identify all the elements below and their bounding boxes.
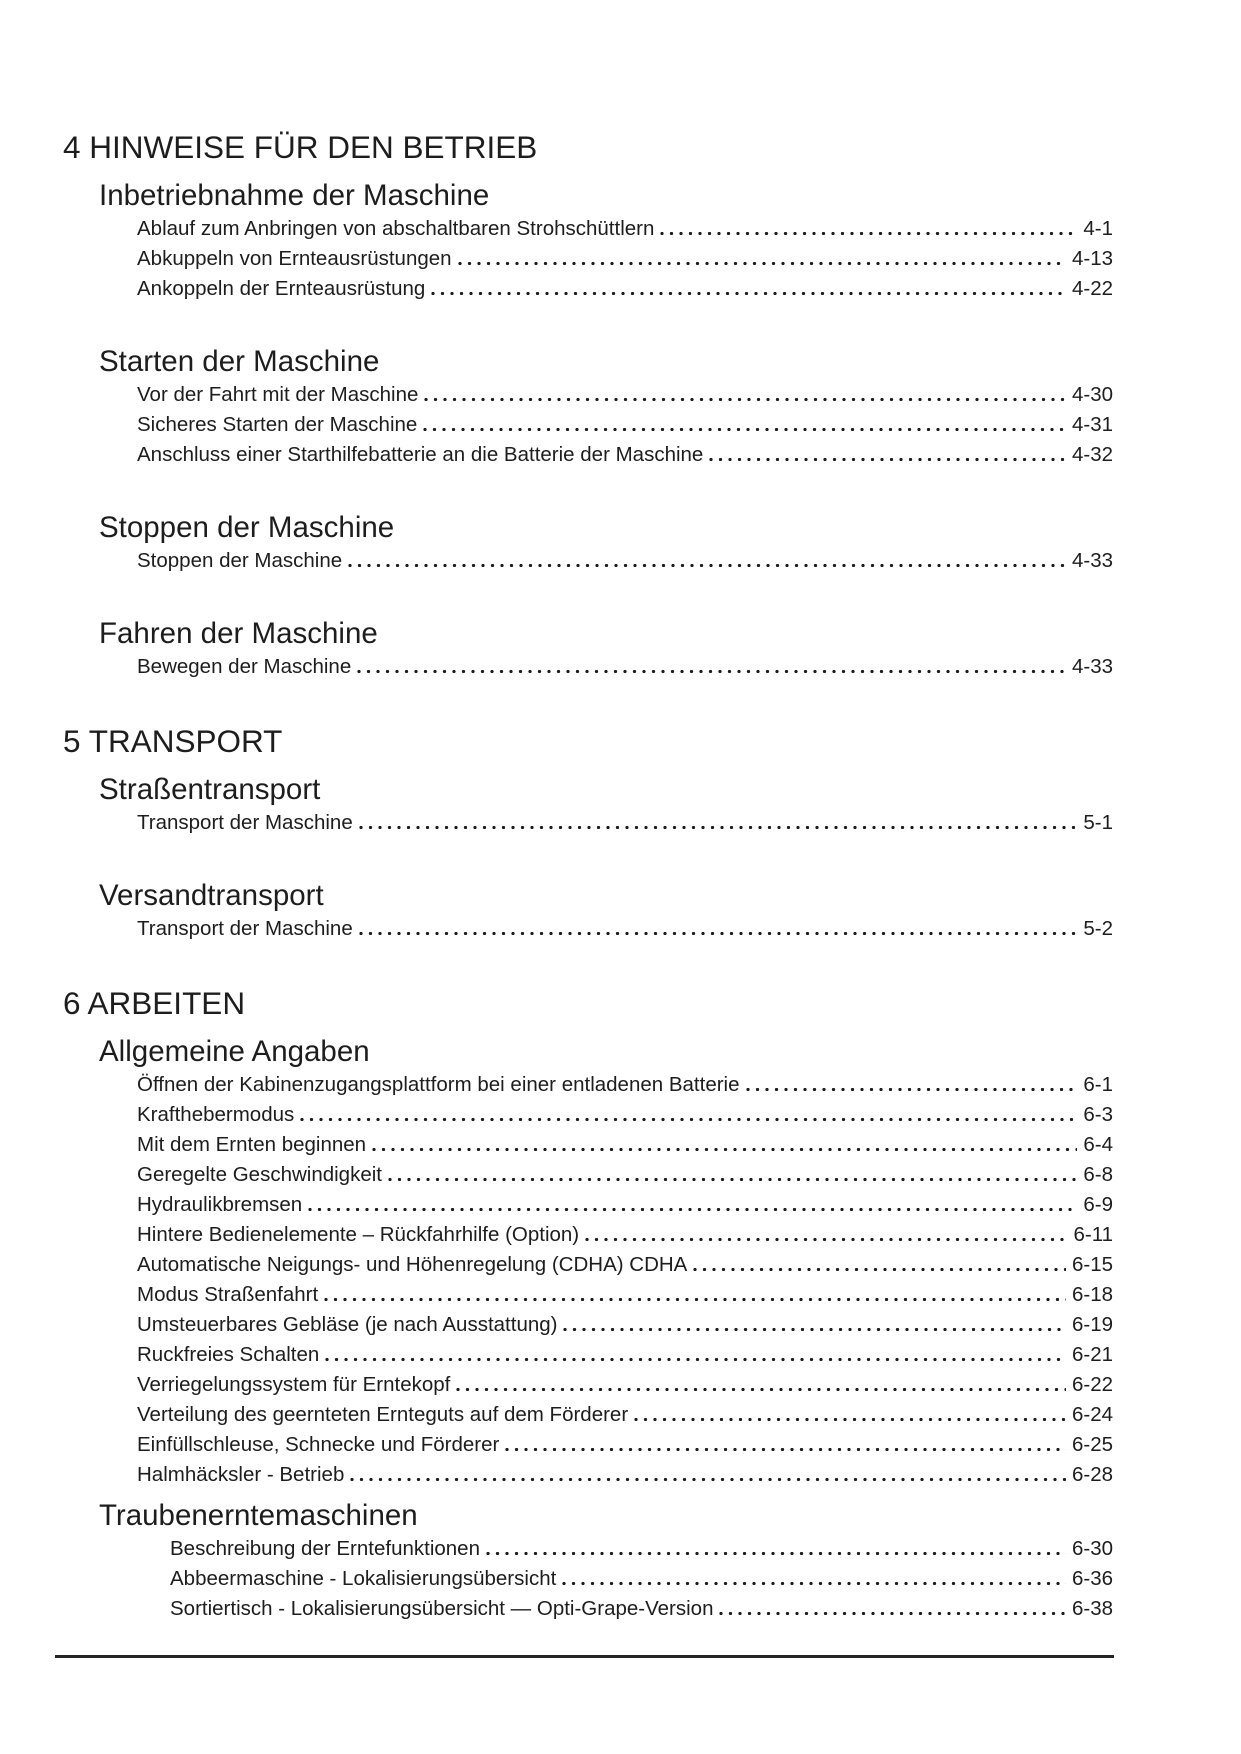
toc-entry-row [137,652,1113,682]
toc-entry-title: Einfüllschleuse, Schnecke und Förderer [137,1433,500,1456]
dot-leader [458,262,1066,265]
toc-entry-row [137,1100,1113,1130]
section-block [0,878,1241,944]
toc-entry-page: 6-15 [1071,1253,1113,1276]
dot-leader [348,564,1066,567]
toc-entry-page: 6-8 [1083,1163,1113,1186]
toc-entry-page: 6-38 [1071,1597,1113,1620]
toc-entry-title: Stoppen der Maschine [137,549,343,572]
dot-leader [308,1208,1077,1211]
toc-entry-title: Öffnen der Kabinenzugangsplattform bei einer entladenen Batterie [137,1073,740,1096]
dot-leader [423,428,1066,431]
toc-entry-page: 6-19 [1071,1313,1113,1336]
chapter-heading: 5 TRANSPORT [63,723,283,759]
toc-entry-title: Beschreibung der Erntefunktionen [170,1537,480,1560]
toc-entry-page: 6-18 [1071,1283,1113,1306]
chapter-block [0,722,1241,944]
dot-leader [563,1328,1065,1331]
toc-entry-row [137,1370,1113,1400]
chapter-block [0,984,1241,1624]
entry-list [137,1070,1113,1490]
toc-entry-page: 4-13 [1071,247,1113,270]
toc-entry-title: Vor der Fahrt mit der Maschine [137,383,419,406]
toc-entry-title: Umsteuerbares Gebläse (je nach Ausstattung) [137,1313,558,1336]
entry-list [137,214,1113,304]
dot-leader [388,1178,1077,1181]
toc-entry-page: 6-22 [1071,1373,1113,1396]
toc-entry-title: Halmhäcksler - Betrieb [137,1463,345,1486]
toc-entry-row [137,214,1113,244]
toc-entry-row [137,1070,1113,1100]
toc-entry-title: Abkuppeln von Ernteausrüstungen [137,247,452,270]
section-block [0,772,1241,838]
toc-entry-page: 6-28 [1071,1463,1113,1486]
toc-entry-title: Bewegen der Maschine [137,655,352,678]
section-heading: Fahren der Maschine [99,617,378,650]
dot-leader [431,292,1066,295]
toc-entry-page: 4-22 [1071,277,1113,300]
entry-list [137,546,1113,576]
dot-leader [456,1388,1066,1391]
toc-entry-page: 4-31 [1071,413,1113,436]
toc-entry-row [137,1250,1113,1280]
section-heading: Allgemeine Angaben [99,1035,370,1068]
toc-entry-page: 6-24 [1071,1403,1113,1426]
toc-entry-row [170,1594,1113,1624]
toc-entry-title: Verriegelungssystem für Erntekopf [137,1373,451,1396]
toc-entry-page: 6-21 [1071,1343,1113,1366]
entry-list [137,652,1113,682]
toc-entry-row [137,1190,1113,1220]
toc-entry-page: 5-1 [1083,811,1113,834]
toc-entry-title: Krafthebermodus [137,1103,295,1126]
toc-entry-title: Mit dem Ernten beginnen [137,1133,367,1156]
dot-leader [357,670,1066,673]
section-block [0,344,1241,470]
dot-leader [505,1448,1066,1451]
dot-leader [660,232,1077,235]
entry-list [137,914,1113,944]
toc-entry-row [170,1564,1113,1594]
dot-leader [486,1552,1066,1555]
dot-leader [325,1358,1066,1361]
chapter-heading: 4 HINWEISE FÜR DEN BETRIEB [63,129,538,165]
section-block [0,178,1241,304]
toc-entry-title: Transport der Maschine [137,811,353,834]
toc-entry-title: Ruckfreies Schalten [137,1343,320,1366]
section-heading: Straßentransport [99,773,321,806]
toc-entry-title: Verteilung des geernteten Ernteguts auf dem Förderer [137,1403,629,1426]
toc-entry-title: Transport der Maschine [137,917,353,940]
toc-entry-page: 6-3 [1083,1103,1113,1126]
toc-entry-row [137,1280,1113,1310]
toc-entry-title: Abbeermaschine - Lokalisierungsübersicht [170,1567,557,1590]
toc-entry-row [137,1220,1113,1250]
toc-entry-page: 5-2 [1083,917,1113,940]
toc-entry-page: 4-33 [1071,655,1113,678]
dot-leader [300,1118,1077,1121]
toc-entry-title: Sortiertisch - Lokalisierungsübersicht — Opti-Grape-Version [170,1597,714,1620]
entry-list [137,380,1113,470]
toc-entry-row [137,1310,1113,1340]
section-block [0,1034,1241,1490]
chapter-block [0,128,1241,682]
toc-entry-page: 4-30 [1071,383,1113,406]
dot-leader [709,458,1066,461]
dot-leader [562,1582,1066,1585]
dot-leader [372,1148,1077,1151]
toc-entry-row [137,1430,1113,1460]
dot-leader [324,1298,1066,1301]
toc-entry-page: 6-9 [1083,1193,1113,1216]
section-heading: Stoppen der Maschine [99,511,395,544]
chapter-heading: 6 ARBEITEN [63,985,246,1021]
toc-entry-row [137,1400,1113,1430]
entry-list [137,808,1113,838]
section-heading: Traubenerntemaschinen [99,1499,418,1532]
entry-list [170,1534,1113,1624]
toc-entry-row [137,1460,1113,1490]
toc-entry-page: 4-1 [1083,217,1113,240]
toc-entry-row [137,914,1113,944]
section-heading: Versandtransport [99,879,324,912]
toc-entry-page: 4-32 [1071,443,1113,466]
dot-leader [359,826,1078,829]
toc-entry-row [137,546,1113,576]
toc-entry-row [137,808,1113,838]
toc-entry-row [170,1534,1113,1564]
toc-entry-title: Modus Straßenfahrt [137,1283,319,1306]
toc-entry-row [137,1130,1113,1160]
toc-entry-page: 6-36 [1071,1567,1113,1590]
toc-entry-title: Hintere Bedienelemente – Rückfahrhilfe (Option) [137,1223,580,1246]
toc-entry-row [137,410,1113,440]
dot-leader [634,1418,1066,1421]
dot-leader [693,1268,1066,1271]
toc-entry-page: 6-4 [1083,1133,1113,1156]
section-block [0,1498,1241,1624]
toc-entry-row [137,244,1113,274]
toc-entry-title: Automatische Neigungs- und Höhenregelung (CDHA) CDHA [137,1253,688,1276]
section-block [0,510,1241,576]
toc-entry-row [137,1340,1113,1370]
dot-leader [424,398,1066,401]
toc-entry-page: 6-30 [1071,1537,1113,1560]
footer-divider [55,1655,1114,1658]
dot-leader [359,932,1078,935]
dot-leader [746,1088,1078,1091]
toc-entry-title: Hydraulikbremsen [137,1193,303,1216]
toc-entry-page: 6-11 [1073,1223,1113,1246]
section-heading: Starten der Maschine [99,345,380,378]
toc-entry-row [137,274,1113,304]
toc-entry-row [137,440,1113,470]
toc-entry-title: Anschluss einer Starthilfebatterie an die Batterie der Maschine [137,443,704,466]
toc-entry-page: 6-1 [1083,1073,1113,1096]
toc-entry-page: 4-33 [1071,549,1113,572]
toc-entry-title: Geregelte Geschwindigkeit [137,1163,382,1186]
section-block [0,616,1241,682]
toc-entry-title: Ankoppeln der Ernteausrüstung [137,277,426,300]
toc-entry-row [137,1160,1113,1190]
section-heading: Inbetriebnahme der Maschine [99,179,490,212]
toc-entry-row [137,380,1113,410]
toc-entry-page: 6-25 [1071,1433,1113,1456]
dot-leader [585,1238,1067,1241]
dot-leader [719,1612,1065,1615]
toc-entry-title: Sicheres Starten der Maschine [137,413,418,436]
dot-leader [350,1478,1066,1481]
toc-entry-title: Ablauf zum Anbringen von abschaltbaren Strohschüttlern [137,217,655,240]
